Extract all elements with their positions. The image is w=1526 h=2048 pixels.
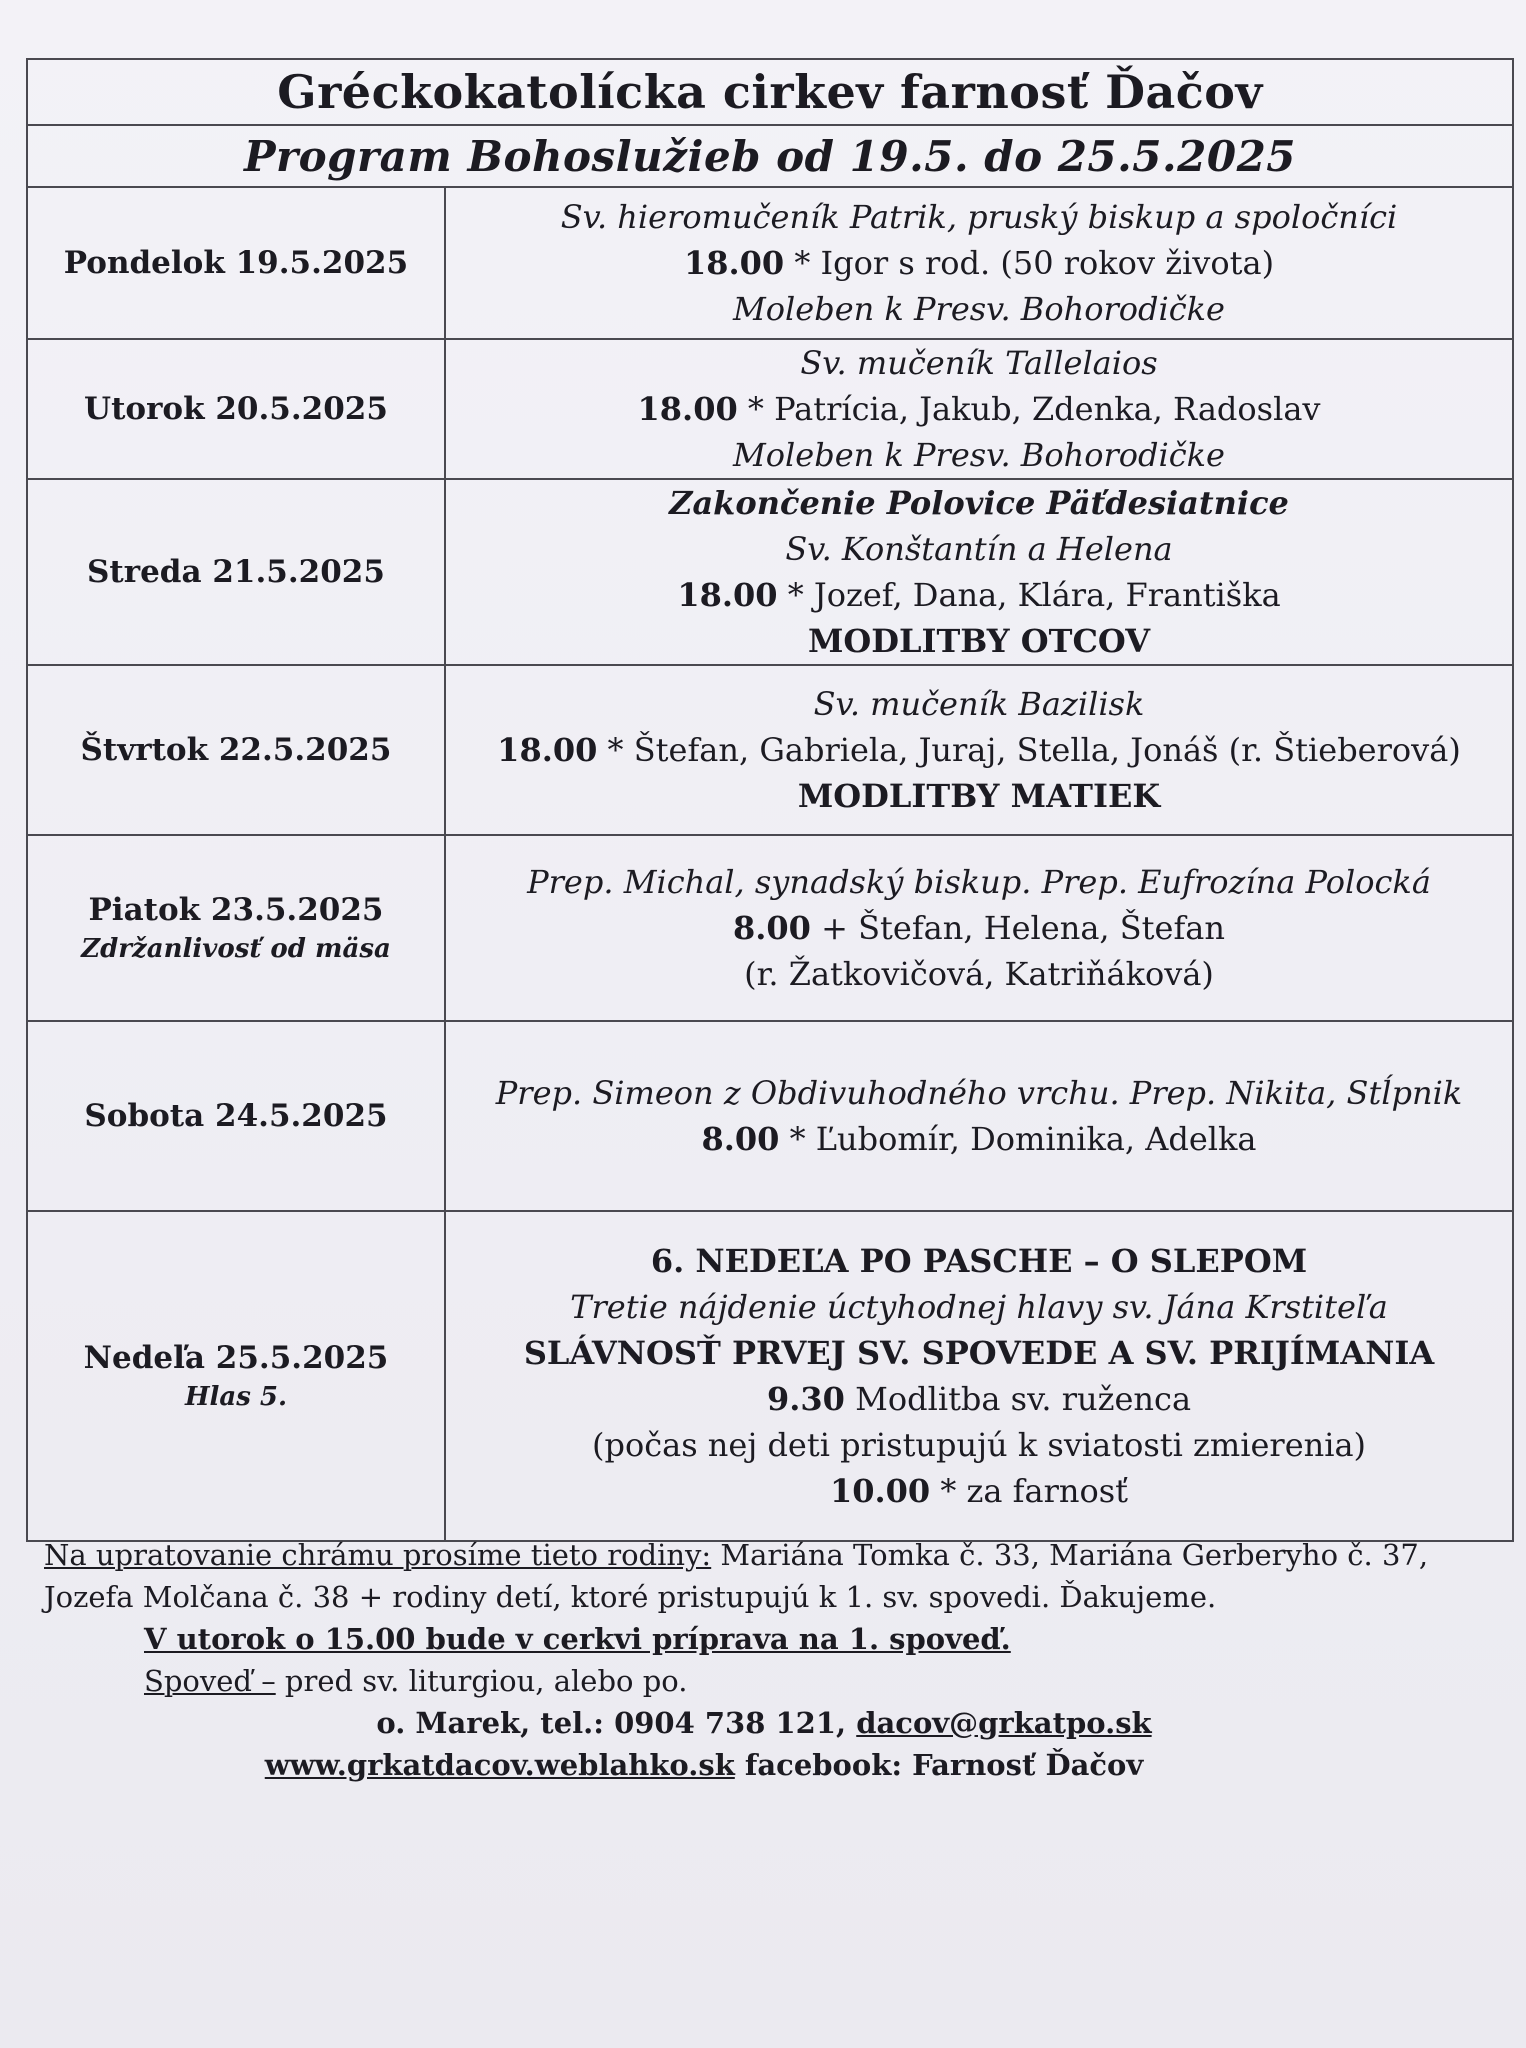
service-text: Modlitba sv. ruženca <box>844 1380 1192 1418</box>
day-label: Streda 21.5.2025 <box>87 554 385 590</box>
service-text: Prep. Simeon z Obdivuhodného vrchu. Prep. Nikita, Stĺpnik <box>495 1074 1463 1112</box>
day-row <box>27 339 1513 479</box>
service-time: 18.00 <box>677 576 778 614</box>
service-time: 10.00 <box>829 1472 931 1510</box>
service-line <box>446 773 1512 819</box>
service-line <box>446 1376 1512 1422</box>
day-row <box>27 1021 1513 1211</box>
footer-notes <box>44 1534 1484 1786</box>
service-text: Sv. hieromučeník Patrik, pruský biskup a spoločníci <box>560 198 1398 236</box>
services-cell <box>445 187 1513 339</box>
facebook-text: facebook: Farnosť Ďačov <box>734 1748 1144 1782</box>
contact-prefix: o. Marek, tel.: 0904 738 121, <box>376 1706 857 1740</box>
service-text: Zakončenie Polovice Päťdesiatnice <box>669 484 1289 522</box>
confession-note <box>44 1660 1484 1702</box>
services-cell <box>445 479 1513 665</box>
service-line <box>446 572 1512 618</box>
service-line <box>446 1070 1512 1116</box>
service-line <box>446 1238 1512 1284</box>
service-text: + Štefan, Helena, Štefan <box>810 909 1225 947</box>
service-line <box>446 1116 1512 1162</box>
service-time: 8.00 <box>701 1120 780 1158</box>
day-label: Pondelok 19.5.2025 <box>63 245 409 281</box>
email-link[interactable]: dacov@grkatpo.sk <box>856 1706 1152 1740</box>
service-text: 6. NEDEĽA PO PASCHE – O SLEPOM <box>650 1242 1308 1280</box>
day-row <box>27 665 1513 835</box>
service-line <box>446 859 1512 905</box>
services-cell <box>445 1021 1513 1211</box>
service-line <box>446 681 1512 727</box>
day-label: Sobota 24.5.2025 <box>84 1098 388 1134</box>
service-line <box>446 240 1512 286</box>
day-label: Utorok 20.5.2025 <box>84 391 388 427</box>
page-title: Gréckokatolícka cirkev farnosť Ďačov <box>27 59 1513 125</box>
day-cell <box>27 665 445 835</box>
day-row <box>27 187 1513 339</box>
day-row <box>27 835 1513 1021</box>
service-line <box>446 1284 1512 1330</box>
services-cell <box>445 1211 1513 1541</box>
service-text: * Patrícia, Jakub, Zdenka, Radoslav <box>737 390 1321 428</box>
service-line <box>446 1330 1512 1376</box>
service-text: SLÁVNOSŤ PRVEJ SV. SPOVEDE A SV. PRIJÍMANIA <box>523 1334 1435 1372</box>
service-line <box>446 194 1512 240</box>
service-time: 8.00 <box>733 909 811 947</box>
service-text: MODLITBY OTCOV <box>807 622 1151 660</box>
confession-label: Spoveď – <box>144 1664 276 1698</box>
service-text: * za farnosť <box>930 1472 1129 1510</box>
service-text: Moleben k Presv. Bohorodičke <box>733 436 1225 474</box>
service-text: (r. Žatkovičová, Katriňáková) <box>744 955 1214 993</box>
service-line <box>446 951 1512 997</box>
service-text: * Ľubomír, Dominika, Adelka <box>779 1120 1257 1158</box>
service-text: MODLITBY MATIEK <box>797 777 1161 815</box>
service-time: 9.30 <box>766 1380 845 1418</box>
day-cell <box>27 187 445 339</box>
web-line <box>44 1744 1484 1786</box>
service-text: * Jozef, Dana, Klára, Františka <box>777 576 1281 614</box>
service-line <box>446 286 1512 332</box>
cleaning-label: Na upratovanie chrámu prosíme tieto rodiny: <box>44 1538 712 1572</box>
service-line <box>446 340 1512 386</box>
day-cell <box>27 1211 445 1541</box>
service-line <box>446 618 1512 664</box>
day-row <box>27 1211 1513 1541</box>
service-text: * Štefan, Gabriela, Juraj, Stella, Jonáš (r. Štieberová) <box>597 731 1461 769</box>
contact-line <box>44 1702 1484 1744</box>
day-row <box>27 479 1513 665</box>
service-line <box>446 386 1512 432</box>
day-cell <box>27 479 445 665</box>
day-label: Nedeľa 25.5.2025 <box>83 1340 389 1376</box>
services-cell <box>445 835 1513 1021</box>
service-line <box>446 526 1512 572</box>
service-line <box>446 432 1512 478</box>
day-note: Zdržanlivosť od mäsa <box>81 934 391 964</box>
service-text: Moleben k Presv. Bohorodičke <box>733 290 1225 328</box>
preparation-notice: V utorok o 15.00 bude v cerkvi príprava na 1. spoveď. <box>144 1622 1011 1656</box>
day-rows <box>27 187 1513 1541</box>
service-text: Sv. mučeník Tallelaios <box>800 344 1158 382</box>
service-time: 18.00 <box>683 244 785 282</box>
cleaning-text: Mariána Tomka č. 33, Mariána Gerberyho č. 37, Jozefa Molčana č. 38 + rodiny detí, ktoré pristupujú k 1. sv. spovedi. Ďakujeme. <box>44 1538 1429 1614</box>
day-note: Hlas 5. <box>184 1382 288 1412</box>
day-cell <box>27 835 445 1021</box>
service-line <box>446 1468 1512 1514</box>
service-line <box>446 905 1512 951</box>
service-time: 18.00 <box>497 731 598 769</box>
cleaning-note <box>44 1534 1484 1618</box>
website-link[interactable]: www.grkatdacov.weblahko.sk <box>264 1748 735 1782</box>
service-line <box>446 1422 1512 1468</box>
service-text: (počas nej deti pristupujú k sviatosti zmierenia) <box>591 1426 1367 1464</box>
service-text: Prep. Michal, synadský biskup. Prep. Eufrozína Polocká <box>527 863 1431 901</box>
services-cell <box>445 665 1513 835</box>
service-text: Sv. mučeník Bazilisk <box>813 685 1145 723</box>
service-time: 18.00 <box>637 390 738 428</box>
page-subtitle: Program Bohoslužieb od 19.5. do 25.5.2025 <box>27 125 1513 187</box>
services-cell <box>445 339 1513 479</box>
service-text: * Igor s rod. (50 rokov života) <box>784 244 1275 282</box>
day-label: Piatok 23.5.2025 <box>88 892 384 928</box>
service-line <box>446 480 1512 526</box>
service-text: Sv. Konštantín a Helena <box>785 530 1173 568</box>
service-line <box>446 727 1512 773</box>
day-cell <box>27 339 445 479</box>
confession-text: pred sv. liturgiou, alebo po. <box>275 1664 688 1698</box>
day-cell <box>27 1021 445 1211</box>
service-text: Tretie nájdenie úctyhodnej hlavy sv. Jána Krstiteľa <box>570 1288 1388 1326</box>
schedule-table <box>26 58 1514 1542</box>
day-label: Štvrtok 22.5.2025 <box>80 732 392 768</box>
